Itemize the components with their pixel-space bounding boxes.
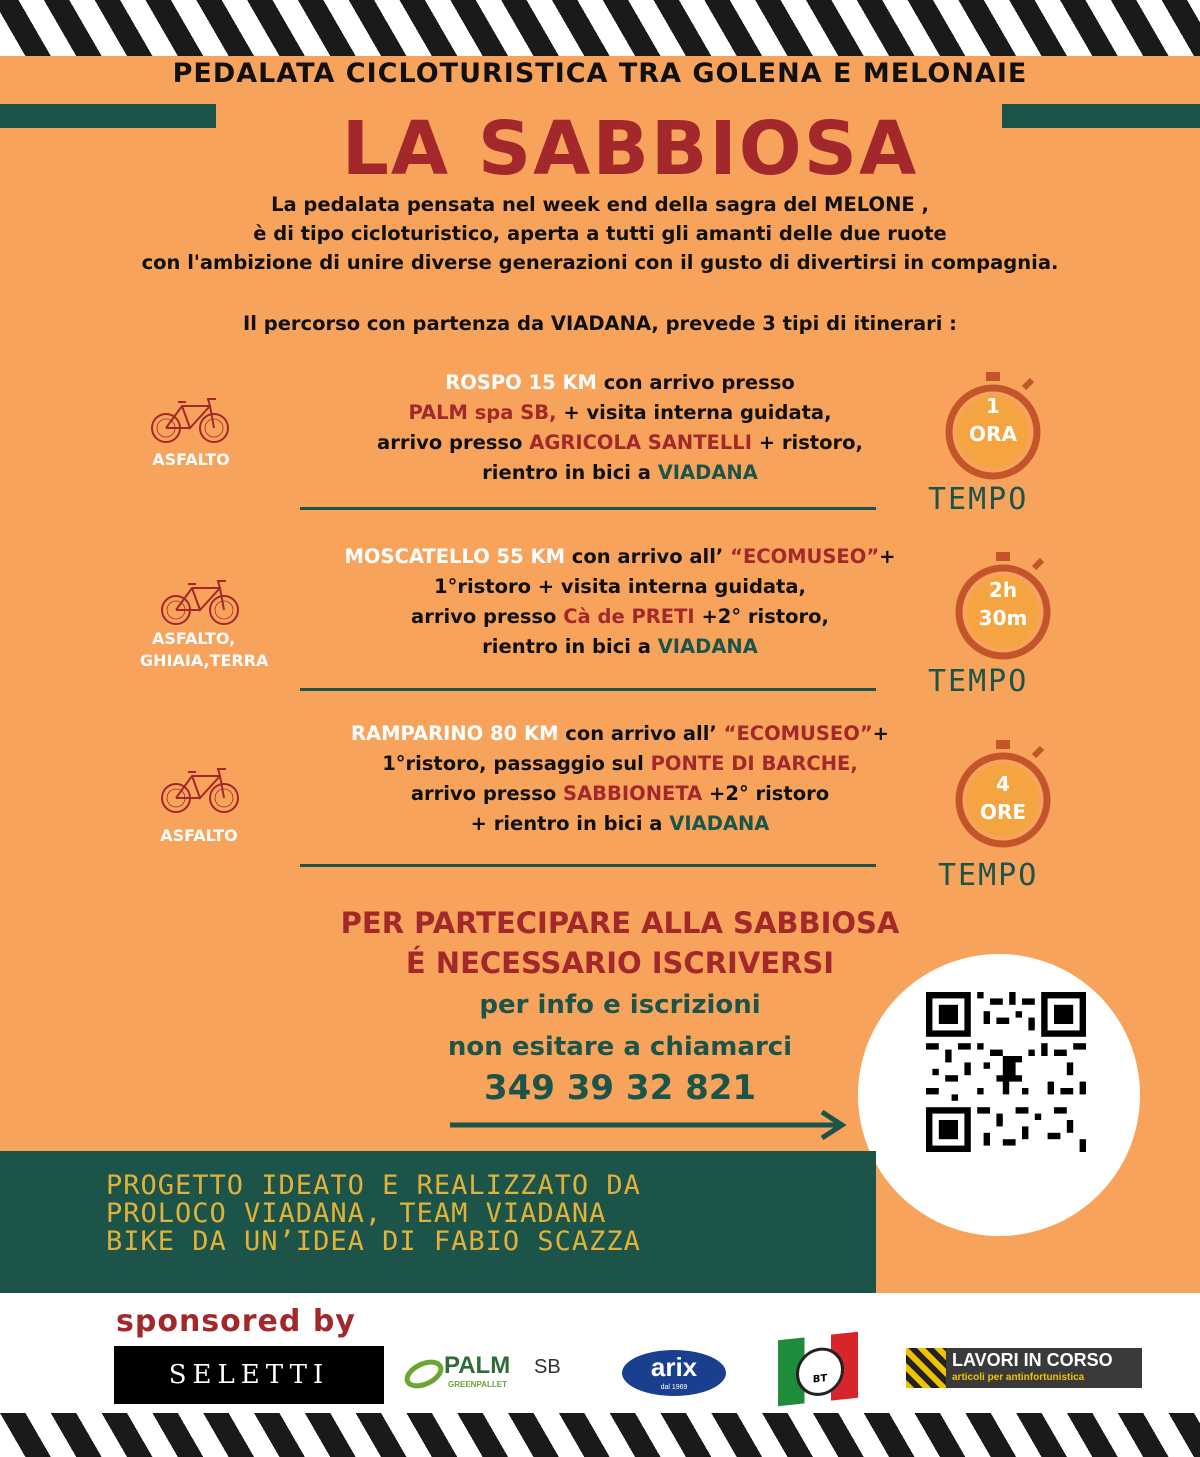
duration-label: 1 ORA: [969, 394, 1017, 446]
arrow-right-icon: [450, 1110, 850, 1140]
surface-label: ASFALTO, GHIAIA,TERRA: [140, 629, 269, 670]
qr-code[interactable]: [926, 992, 1086, 1152]
route-description-rospo: ROSPO 15 KM con arrivo presso PALM spa SB, + visita interna guidata, arrivo presso AGRICOLA SANTELLI + ristoro, rientro in bici a VIADANA: [377, 371, 863, 484]
bt-logo: BT: [778, 1332, 858, 1406]
intro-paragraph: [60, 190, 1140, 277]
lavori-in-corso-logo: LAVORI IN CORSO articoli per antinfortunistica: [906, 1348, 1142, 1388]
route-divider: [300, 507, 876, 510]
event-subtitle: PEDALATA CICLOTURISTICA TRA GOLENA E MELONAIE: [172, 58, 1028, 89]
duration-label: 4 ORE: [979, 772, 1027, 824]
cta-heading: PER PARTECIPARE ALLA SABBIOSA: [340, 906, 900, 940]
route-intro: Il percorso con partenza da VIADANA, prevede 3 tipi di itinerari :: [243, 312, 957, 335]
route-name: ROSPO 15 KM: [445, 371, 597, 394]
tempo-label: TEMPO: [928, 482, 1029, 517]
route-divider: [300, 864, 876, 867]
sponsored-by-label: sponsored by: [116, 1304, 356, 1339]
cta-info: non esitare a chiamarci: [447, 1032, 793, 1062]
hazard-stripes-icon: [906, 1348, 946, 1388]
tempo-label: TEMPO: [938, 858, 1039, 893]
tempo-label: TEMPO: [928, 664, 1029, 699]
route-name: RAMPARINO 80 KM: [350, 722, 559, 745]
bottom-stripes: [0, 1413, 1200, 1457]
arix-logo: arix dal 1969: [622, 1350, 726, 1396]
surface-label: ASFALTO: [152, 450, 230, 469]
duration-label: 2h 30m: [978, 578, 1028, 630]
event-title: LA SABBIOSA: [341, 106, 919, 192]
intro-line: La pedalata pensata nel week end della sagra del MELONE ,: [271, 193, 929, 216]
phone-number[interactable]: 349 39 32 821: [483, 1068, 757, 1108]
palm-logo: PALM GREENPALLET SB: [404, 1350, 584, 1400]
surface-label: ASFALTO: [160, 826, 238, 845]
seletti-logo: SELETTI: [114, 1346, 384, 1404]
cta-heading: É NECESSARIO ISCRIVERSI: [405, 946, 835, 980]
cta-info: per info e iscrizioni: [479, 990, 761, 1020]
route-name: MOSCATELLO 55 KM: [344, 545, 565, 568]
intro-line: è di tipo cicloturistico, aperta a tutti gli amanti delle due ruote: [253, 222, 947, 245]
top-stripes: [0, 0, 1200, 56]
route-description-moscatello: MOSCATELLO 55 KM con arrivo all’ “ECOMUSEO”+ 1°ristoro + visita interna guidata, arrivo presso Cà de PRETI +2° ristoro, rientro in bici a VIADANA: [344, 545, 896, 658]
credits-text: PROGETTO IDEATO E REALIZZATO DA PROLOCO VIADANA, TEAM VIADANA BIKE DA UN’IDEA DI FABIO SCAZZA: [106, 1170, 641, 1257]
intro-line: con l'ambizione di unire diverse generazioni con il gusto di divertirsi in compagnia.: [141, 251, 1059, 274]
route-divider: [300, 688, 876, 691]
leaf-icon: [404, 1356, 444, 1392]
route-description-ramparino: RAMPARINO 80 KM con arrivo all’ “ECOMUSEO”+ 1°ristoro, passaggio sul PONTE DI BARCHE, arrivo presso SABBIONETA +2° ristoro + rientro in bici a VIADANA: [350, 722, 889, 835]
